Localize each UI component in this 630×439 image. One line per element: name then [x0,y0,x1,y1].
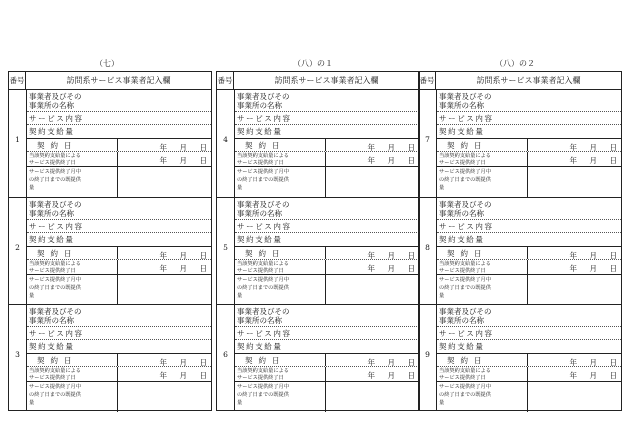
service-content-row[interactable] [235,220,419,233]
divider [325,247,326,259]
contract-date-row[interactable] [437,247,621,260]
service-content-label: サービス内容 [237,114,292,123]
contract-date-row[interactable] [235,247,419,260]
end-date-row[interactable] [27,367,211,382]
provider-name-label-2: 事業所の名称 [29,101,74,110]
year-unit: 年 [159,143,167,152]
used-amount-label-3: 量 [237,293,243,299]
used-amount-label-1: サービス提供終了月中 [29,384,81,390]
used-amount-label-2: の終了日までの既提供 [29,392,81,398]
day-unit: 日 [199,264,207,273]
end-date-row[interactable] [27,260,211,275]
divider [527,275,528,305]
panel-title: （八）の２ [495,59,535,68]
used-amount-label-2: の終了日までの既提供 [439,392,491,398]
provider-name-row[interactable] [27,198,211,220]
end-date-value[interactable] [557,263,617,274]
provider-name-label-1: 事業者及びその [439,200,492,209]
end-date-value[interactable] [355,370,415,381]
divider [117,139,118,151]
provider-name-label-2: 事業所の名称 [29,316,74,325]
divider [527,247,528,259]
used-amount-label-2: の終了日までの既提供 [29,285,81,291]
divider [325,152,326,166]
entry-number: 4 [223,135,228,144]
day-unit: 日 [199,371,207,380]
service-content-row[interactable] [27,112,211,125]
month-unit: 月 [179,156,187,165]
contract-date-row[interactable] [27,139,211,152]
header-number: 番号 [419,72,436,89]
service-content-row[interactable] [437,327,621,340]
end-date-label-2: サービス提供終了日 [237,160,284,166]
day-unit: 日 [199,156,207,165]
month-unit: 月 [179,358,187,367]
contract-date-label: 契約日 [37,141,78,150]
used-amount-label-3: 量 [237,400,243,406]
contract-date-row[interactable] [437,139,621,152]
provider-name-row[interactable] [437,305,621,327]
month-unit: 月 [387,371,395,380]
provider-name-label-1: 事業者及びその [29,200,82,209]
end-date-row[interactable] [437,260,621,275]
provider-name-label-2: 事業所の名称 [237,209,282,218]
end-date-label-2: サービス提供終了日 [439,268,486,274]
day-unit: 日 [407,371,415,380]
used-amount-label-1: サービス提供終了月中 [439,169,491,175]
end-date-value[interactable] [147,155,207,166]
contract-amount-label: 契約支給量 [237,342,283,351]
contract-amount-row[interactable] [437,340,621,354]
provider-name-label-1: 事業者及びその [439,307,492,316]
divider [325,354,326,366]
entry-number: 8 [425,243,430,252]
divider [117,367,118,381]
contract-date-row[interactable] [437,354,621,367]
provider-name-row[interactable] [27,90,211,112]
used-amount-label-2: の終了日までの既提供 [237,285,289,291]
used-amount-label-3: 量 [29,185,35,191]
contract-amount-label: 契約支給量 [237,235,283,244]
month-unit: 月 [589,264,597,273]
end-date-row[interactable] [235,367,419,382]
divider [117,275,118,305]
month-unit: 月 [589,156,597,165]
month-unit: 月 [179,371,187,380]
contract-date-label: 契約日 [245,356,286,365]
entry-number: 7 [425,135,430,144]
used-amount-row[interactable] [27,382,211,412]
provider-name-row[interactable] [437,198,621,220]
month-unit: 月 [387,264,395,273]
end-date-row[interactable] [437,152,621,167]
contract-amount-label: 契約支給量 [29,127,75,136]
used-amount-label-1: サービス提供終了月中 [237,384,289,390]
end-date-value[interactable] [147,263,207,274]
provider-name-label-2: 事業所の名称 [237,101,282,110]
month-unit: 月 [387,251,395,260]
contract-date-label: 契約日 [447,356,488,365]
day-unit: 日 [199,358,207,367]
provider-name-row[interactable] [27,305,211,327]
month-unit: 月 [387,156,395,165]
end-date-value[interactable] [557,155,617,166]
entry-number: 5 [223,243,228,252]
day-unit: 日 [609,371,617,380]
month-unit: 月 [179,143,187,152]
used-amount-label-2: の終了日までの既提供 [237,177,289,183]
provider-name-label-1: 事業者及びその [237,200,290,209]
end-date-value[interactable] [147,370,207,381]
day-unit: 日 [609,143,617,152]
contract-date-label: 契約日 [37,356,78,365]
contract-amount-label: 契約支給量 [439,342,485,351]
contract-date-label: 契約日 [245,249,286,258]
divider [325,382,326,412]
service-content-row[interactable] [235,112,419,125]
year-unit: 年 [367,358,375,367]
contract-date-row[interactable] [235,139,419,152]
month-unit: 月 [589,371,597,380]
year-unit: 年 [159,251,167,260]
contract-amount-row[interactable] [27,125,211,139]
used-amount-label-2: の終了日までの既提供 [237,392,289,398]
year-unit: 年 [367,156,375,165]
used-amount-label-1: サービス提供終了月中 [439,384,491,390]
month-unit: 月 [589,251,597,260]
service-content-row[interactable] [235,327,419,340]
month-unit: 月 [179,264,187,273]
provider-name-row[interactable] [235,198,419,220]
end-date-label-1: 当該契約支給量による [439,261,491,267]
year-unit: 年 [159,358,167,367]
end-date-label-2: サービス提供終了日 [439,375,486,381]
provider-name-label-1: 事業者及びその [237,307,290,316]
end-date-label-2: サービス提供終了日 [237,375,284,381]
day-unit: 日 [609,358,617,367]
entry-block [419,90,621,197]
entry-block [9,304,211,411]
service-content-label: サービス内容 [237,329,292,338]
divider [325,367,326,381]
provider-name-label-2: 事業所の名称 [439,316,484,325]
divider [117,260,118,274]
end-date-label-2: サービス提供終了日 [439,160,486,166]
end-date-value[interactable] [355,155,415,166]
service-content-label: サービス内容 [29,114,84,123]
entry-block [419,304,621,411]
contract-amount-label: 契約支給量 [439,127,485,136]
entry-block [217,304,419,411]
used-amount-label-3: 量 [237,185,243,191]
service-content-row[interactable] [27,327,211,340]
service-content-label: サービス内容 [439,222,494,231]
record-panel [418,71,622,411]
used-amount-label-1: サービス提供終了月中 [237,277,289,283]
end-date-label-2: サービス提供終了日 [29,375,76,381]
service-content-label: サービス内容 [439,329,494,338]
year-unit: 年 [367,264,375,273]
month-unit: 月 [589,143,597,152]
month-unit: 月 [387,358,395,367]
divider [117,247,118,259]
year-unit: 年 [569,156,577,165]
end-date-label-1: 当該契約支給量による [439,368,491,374]
used-amount-row[interactable] [235,275,419,305]
divider [325,167,326,197]
contract-amount-label: 契約支給量 [29,235,75,244]
entry-number: 2 [15,243,20,252]
year-unit: 年 [367,143,375,152]
month-unit: 月 [387,143,395,152]
year-unit: 年 [569,251,577,260]
end-date-row[interactable] [437,367,621,382]
entry-number: 6 [223,350,228,359]
divider [527,382,528,412]
provider-name-label-1: 事業者及びその [439,92,492,101]
provider-name-label-1: 事業者及びその [29,307,82,316]
provider-name-label-2: 事業所の名称 [29,209,74,218]
contract-date-row[interactable] [235,354,419,367]
used-amount-label-3: 量 [439,185,445,191]
used-amount-row[interactable] [27,167,211,197]
contract-amount-label: 契約支給量 [439,235,485,244]
service-content-row[interactable] [437,112,621,125]
used-amount-label-1: サービス提供終了月中 [439,277,491,283]
contract-amount-row[interactable] [27,340,211,354]
used-amount-label-1: サービス提供終了月中 [29,169,81,175]
contract-amount-label: 契約支給量 [237,127,283,136]
provider-name-row[interactable] [437,90,621,112]
panel-header [217,72,419,90]
provider-name-row[interactable] [235,305,419,327]
entry-block [9,90,211,197]
day-unit: 日 [407,156,415,165]
service-content-label: サービス内容 [29,222,84,231]
month-unit: 月 [179,251,187,260]
end-date-label-2: サービス提供終了日 [29,268,76,274]
year-unit: 年 [159,264,167,273]
contract-date-label: 契約日 [447,141,488,150]
year-unit: 年 [569,264,577,273]
entry-number: 9 [425,350,430,359]
year-unit: 年 [569,371,577,380]
day-unit: 日 [407,264,415,273]
used-amount-label-3: 量 [29,293,35,299]
year-unit: 年 [367,251,375,260]
contract-amount-row[interactable] [235,233,419,247]
day-unit: 日 [407,251,415,260]
divider [117,382,118,412]
divider [117,167,118,197]
provider-name-label-2: 事業所の名称 [439,101,484,110]
end-date-value[interactable] [355,263,415,274]
end-date-label-1: 当該契約支給量による [29,153,81,159]
contract-date-label: 契約日 [245,141,286,150]
contract-amount-row[interactable] [235,125,419,139]
day-unit: 日 [199,251,207,260]
end-date-label-1: 当該契約支給量による [237,368,289,374]
header-title: 訪問系サービス事業者記入欄 [476,76,581,85]
divider [325,275,326,305]
end-date-row[interactable] [235,152,419,167]
provider-name-label-2: 事業所の名称 [439,209,484,218]
panel-title: （七） [95,59,119,68]
panel-header [9,72,211,90]
panel-title: （八）の１ [293,59,333,68]
header-title: 訪問系サービス事業者記入欄 [274,76,379,85]
entry-block [217,197,419,304]
panel-header [419,72,621,90]
contract-amount-label: 契約支給量 [29,342,75,351]
used-amount-row[interactable] [235,167,419,197]
divider [117,152,118,166]
year-unit: 年 [159,371,167,380]
year-unit: 年 [569,143,577,152]
header-number: 番号 [9,72,26,89]
used-amount-row[interactable] [437,167,621,197]
end-date-value[interactable] [557,370,617,381]
entry-block [419,197,621,304]
provider-name-label-1: 事業者及びその [237,92,290,101]
contract-amount-row[interactable] [235,340,419,354]
divider [527,139,528,151]
provider-name-label-2: 事業所の名称 [237,316,282,325]
used-amount-label-3: 量 [439,293,445,299]
divider [527,152,528,166]
record-panel [8,71,212,411]
divider [527,260,528,274]
year-unit: 年 [159,156,167,165]
contract-date-row[interactable] [27,247,211,260]
day-unit: 日 [407,143,415,152]
day-unit: 日 [609,156,617,165]
service-content-label: サービス内容 [439,114,494,123]
entry-number: 3 [15,350,20,359]
service-content-label: サービス内容 [237,222,292,231]
entry-block [217,90,419,197]
used-amount-label-3: 量 [439,400,445,406]
day-unit: 日 [609,251,617,260]
end-date-label-2: サービス提供終了日 [29,160,76,166]
used-amount-row[interactable] [437,275,621,305]
end-date-row[interactable] [235,260,419,275]
divider [527,354,528,366]
divider [325,260,326,274]
used-amount-row[interactable] [27,275,211,305]
divider [325,139,326,151]
contract-amount-row[interactable] [437,233,621,247]
used-amount-label-3: 量 [29,400,35,406]
end-date-label-1: 当該契約支給量による [237,261,289,267]
end-date-label-1: 当該契約支給量による [29,368,81,374]
year-unit: 年 [569,358,577,367]
contract-amount-row[interactable] [27,233,211,247]
divider [527,367,528,381]
entry-number: 1 [15,135,20,144]
used-amount-label-2: の終了日までの既提供 [29,177,81,183]
day-unit: 日 [609,264,617,273]
header-number: 番号 [217,72,234,89]
used-amount-label-1: サービス提供終了月中 [237,169,289,175]
record-panel [216,71,420,411]
end-date-label-2: サービス提供終了日 [237,268,284,274]
service-content-row[interactable] [437,220,621,233]
used-amount-label-1: サービス提供終了月中 [29,277,81,283]
end-date-label-1: 当該契約支給量による [439,153,491,159]
contract-date-label: 契約日 [37,249,78,258]
year-unit: 年 [367,371,375,380]
day-unit: 日 [407,358,415,367]
divider [117,354,118,366]
entry-block [9,197,211,304]
used-amount-label-2: の終了日までの既提供 [439,177,491,183]
day-unit: 日 [199,143,207,152]
provider-name-row[interactable] [235,90,419,112]
month-unit: 月 [589,358,597,367]
divider [527,167,528,197]
contract-date-label: 契約日 [447,249,488,258]
service-content-row[interactable] [27,220,211,233]
service-content-label: サービス内容 [29,329,84,338]
contract-date-row[interactable] [27,354,211,367]
header-title: 訪問系サービス事業者記入欄 [66,76,171,85]
contract-amount-row[interactable] [437,125,621,139]
used-amount-label-2: の終了日までの既提供 [439,285,491,291]
used-amount-row[interactable] [437,382,621,412]
provider-name-label-1: 事業者及びその [29,92,82,101]
end-date-label-1: 当該契約支給量による [237,153,289,159]
used-amount-row[interactable] [235,382,419,412]
end-date-label-1: 当該契約支給量による [29,261,81,267]
end-date-row[interactable] [27,152,211,167]
